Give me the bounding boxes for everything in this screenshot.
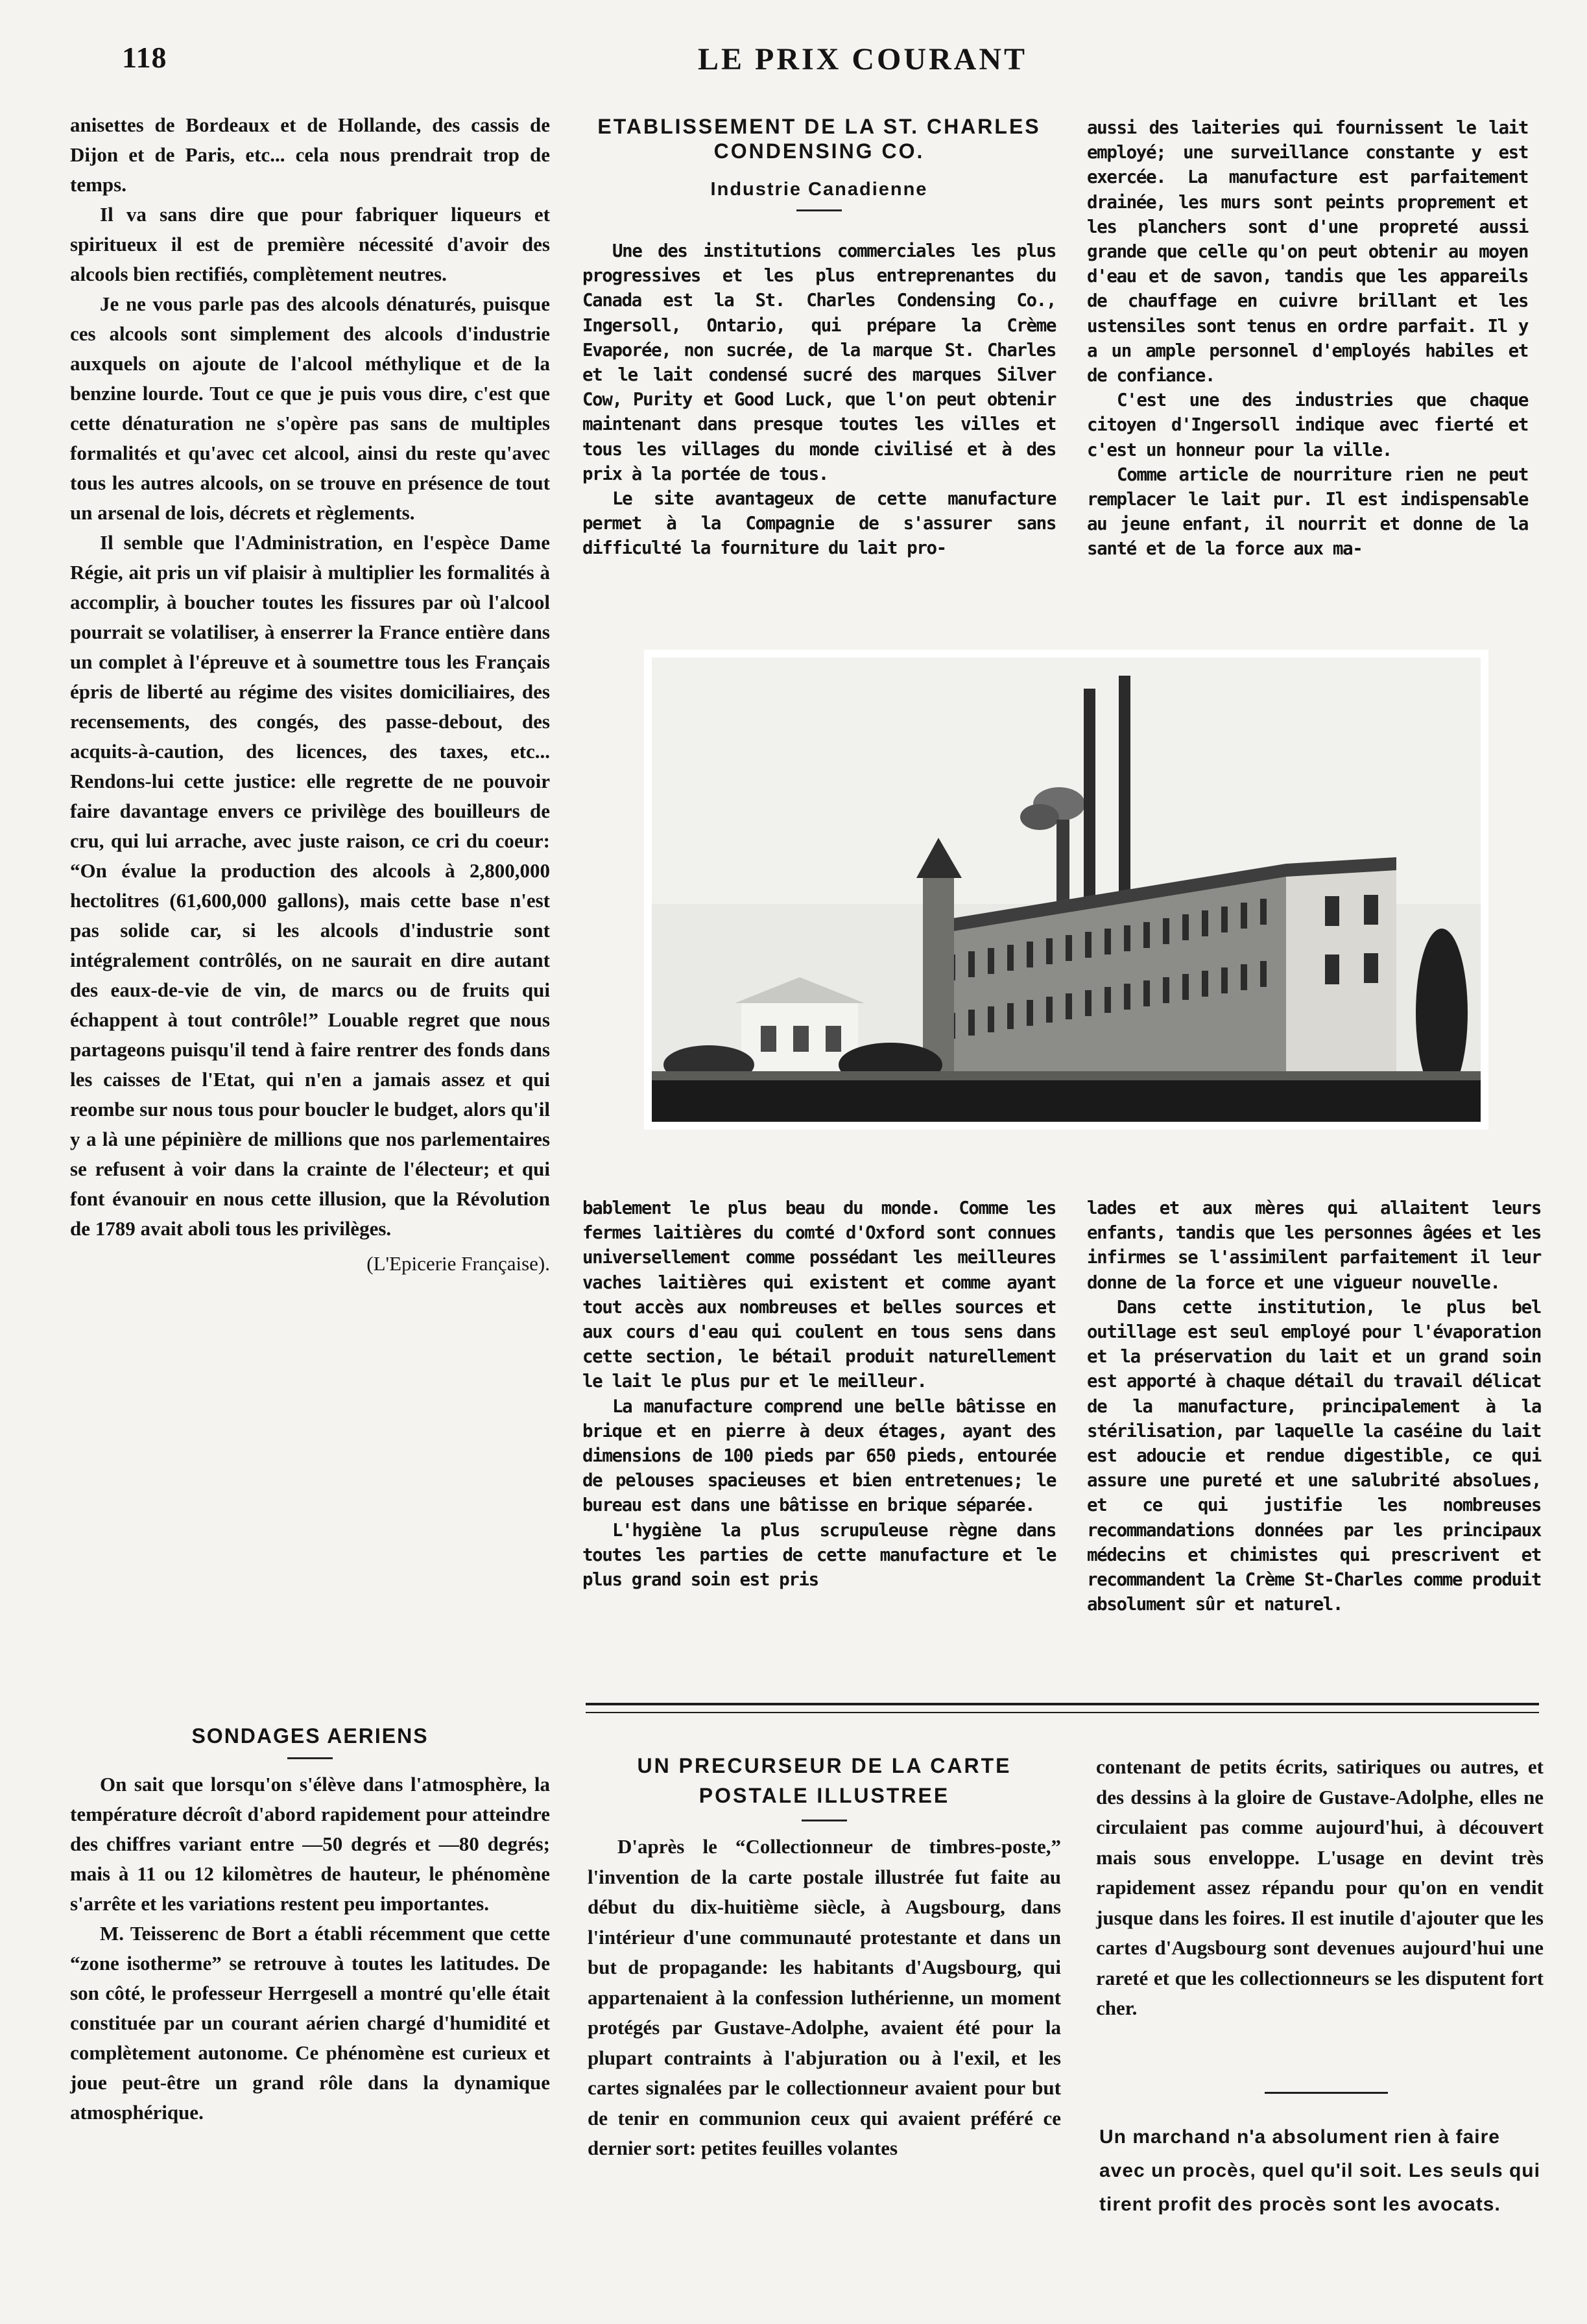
quote-text: Un marchand n'a absolument rien à faire avec un procès, quel qu'il soit. Les seuls qui tirent profit des procès sont les avocats. xyxy=(1099,2126,1540,2215)
st-charles-col3-top xyxy=(1087,115,1528,562)
article-title: ETABLISSEMENT DE LA ST. CHARLES CONDENSING CO. xyxy=(597,115,1041,163)
article-paragraph: Dans cette institution, le plus bel outillage est seul employé pour l'évaporation et la préservation du lait et un grand soin est apporté à chaque détail du travail délicat de la manufacture, principalement à la stérilisation, par laquelle la caséine du lait est adoucie et rendue digestible, ce qui assure une pureté et une salubrité absolues, et ce qui justifie les nombreuses recommandations données par les principaux médecins et chimistes qui prescrivent et recommandent la Crème St-Charles comme produit absolument sûr et naturel. xyxy=(1087,1296,1541,1615)
st-charles-col2-top xyxy=(582,239,1056,561)
article-paragraph: aussi des laiteries qui fournissent le lait employé; une surveillance constante y est exercée. La manufacture est parfaitement drainée, les murs sont peints proprement et les planchers sont d'une propreté aussi grande que celle qu'on peut obtenir au moyen d'eau et de savon, tandis que les appareils de chauffage en cuivre brillant et les ustensiles sont tenus en ordre parfait. Il y a un ample personnel d'employés habiles et de confiance. xyxy=(1087,117,1528,386)
page-number: 118 xyxy=(122,41,167,74)
left-article xyxy=(70,110,550,1279)
article-paragraph: Le site avantageux de cette manufacture permet à la Compagnie de s'assurer sans difficulté la fourniture du lait pro- xyxy=(582,488,1056,559)
sondages-article xyxy=(70,1724,550,2128)
article-paragraph: L'hygiène la plus scrupuleuse règne dans toutes les parties de cette manufacture et le plus grand soin est pris xyxy=(582,1519,1056,1591)
article-attribution: (L'Epicerie Française). xyxy=(366,1252,550,1275)
precurseur-article xyxy=(588,1751,1061,2164)
article-paragraph: Comme article de nourriture rien ne peut remplacer le lait pur. Il est indispensable au jeune enfant, il nourrit et donne de la santé et de la force aux ma- xyxy=(1087,464,1528,560)
article-paragraph: Il semble que l'Administration, en l'espèce Dame Régie, ait pris un vif plaisir à multiplier les formalités à accomplir, à boucher toutes les fissures par où l'alcool pourrait se volatiliser, à enserrer la France entière dans un complet à l'épreuve et à soumettre tous les Français épris de liberté au régime des visites domiciliaires, des recensements, des congés, des passe-debout, des acquits-à-caution, des licences, des taxes, etc... Rendons-lui cette justice: elle regrette de ne pouvoir faire davantage envers ce privilège des bouilleurs de cru, qui lui arrache, avec juste raison, ce cri du coeur: “On évalue la production des alcools à 2,800,000 hectolitres (61,600,000 gallons), mais cette base n'est pas solide car, si les alcools d'industrie sont intégralement contrôlés, on ne saurait en dire autant des eaux-de-vie de vin, de marcs ou de fruits qui échappent à tout contrôle!” Louable regret que nous partageons puisqu'il tend à faire rentrer des fonds dans les caisses de l'Etat, qui n'en a jamais assez et qui reombe sur nous tous pour boucler le budget, alors qu'il y a là une pépinière de millions que nos parlementaires se refusent à voir dans la crainte de l'électeur; et qui font évanouir en nous cette illusion, que la Révolution de 1789 avait aboli tous les privilèges. xyxy=(70,531,550,1240)
st-charles-col2-bottom xyxy=(582,1196,1056,1592)
title-rule xyxy=(802,1820,847,1821)
article-paragraph: On sait que lorsqu'on s'élève dans l'atmosphère, la température décroît d'abord rapidement pour atteindre des chiffres variant entre —50 degrés et —80 degrés; mais à 11 ou 12 kilomètres de hauteur, le phénomène s'arrête et les variations restent peu importantes. xyxy=(70,1773,550,1915)
article-paragraph: D'après le “Collectionneur de timbres-poste,” l'invention de la carte postale illustrée fut faite au début du dix-huitième siècle, à Augsbourg, dans l'intérieur d'une communauté protestante et dans un but de propagande: les habitants d'Augsbourg, qui appartenaient à la confession luthérienne, un moment protégés par Gustave-Adolphe, avaient été pour la plupart contraints à l'abjuration ou à l'exil, et les cartes signalées par le collectionneur avaient pour but de tenir en communion ceux qui avaient préféré ce dernier sort: petites feuilles volantes xyxy=(588,1835,1061,2159)
title-rule xyxy=(796,209,842,211)
precurseur-continued xyxy=(1096,1752,1544,2024)
article-paragraph: anisettes de Bordeaux et de Hollande, des cassis de Dijon et de Paris, etc... cela nous prendrait trop de temps. xyxy=(70,113,550,196)
article-paragraph: La manufacture comprend une belle bâtisse en brique et en pierre à deux étages, ayant des dimensions de 100 pieds par 650 pieds, entourée de pelouses spacieuses et bien entretenues; le bureau est dans une bâtisse en brique séparée. xyxy=(582,1395,1056,1516)
factory-photograph xyxy=(644,650,1488,1130)
article-paragraph: bablement le plus beau du monde. Comme les fermes laitières du comté d'Oxford sont connues universellement comme possédant les meilleures vaches laitières qui existent et comme ayant tout accès aux nombreuses et belles sources et aux cours d'eau qui coulent en tous sens dans cette section, le bétail produit naturellement le lait le plus pur et le meilleur. xyxy=(582,1198,1056,1392)
article-title: UN PRECURSEUR DE LA CARTE POSTALE ILLUSTREE xyxy=(637,1754,1012,1807)
title-rule xyxy=(287,1757,333,1759)
article-paragraph: contenant de petits écrits, satiriques ou autres, et des dessins à la gloire de Gustave-Adolphe, elles ne circulaient pas comme aujourd'hui, à découvert mais sous enveloppe. L'usage en devint très rapidement assez répandu pour qu'on en vendit jusque dans les foires. Il est inutile d'ajouter que les cartes d'Augsbourg sont devenues aujourd'hui une rareté et que les collectionneurs se les disputent fort cher. xyxy=(1096,1755,1544,2019)
section-divider xyxy=(586,1712,1539,1713)
article-subtitle: Industrie Canadienne xyxy=(710,179,928,200)
st-charles-col3-bottom xyxy=(1087,1196,1541,1617)
article-paragraph: lades et aux mères qui allaitent leurs enfants, tandis que les personnes âgées et les infirmes se l'assimilent parfaitement il leur donne de la force et une vigueur nouvelle. xyxy=(1087,1198,1541,1293)
article-paragraph: Il va sans dire que pour fabriquer liqueurs et spiritueux il est de première nécessité d'avoir des alcools bien rectifiés, complètement neutres. xyxy=(70,203,550,285)
article-paragraph: C'est une des industries que chaque citoyen d'Ingersoll indique avec fierté et c'est un honneur pour la ville. xyxy=(1087,390,1528,460)
article-paragraph: Je ne vous parle pas des alcools dénaturés, puisque ces alcools sont simplement des alcools d'industrie auxquels on ajoute de l'alcool méthylique et de la benzine lourde. Tout ce que je puis vous dire, c'est que cette dénaturation ne s'opère pas sans de multiples formalités et qu'avec cet alcool, ainsi du reste qu'avec tous les autres alcools, on se trouve en présence de tout un arsenal de lois, décrets et règlements. xyxy=(70,292,550,524)
factory-illustration xyxy=(644,650,1488,1130)
publication-title: LE PRIX COURANT xyxy=(697,42,1028,77)
section-divider xyxy=(586,1703,1539,1705)
article-paragraph: M. Teisserenc de Bort a établi récemment que cette “zone isotherme” se retrouve à toutes les latitudes. De son côté, le professeur Herrgesell a montré qu'elle était constituée par un courant aérien chargé d'humidité et complètement autonome. Ce phénomène est curieux et joue peut-être un grand rôle dans la dynamique atmosphérique. xyxy=(70,1922,550,2124)
st-charles-header xyxy=(582,114,1056,222)
closing-quote xyxy=(1099,2120,1547,2222)
article-title: SONDAGES AERIENS xyxy=(191,1724,429,1748)
article-paragraph: Une des institutions commerciales les plus progressives et les plus entreprenantes du Canada est la St. Charles Condensing Co., Ingersoll, Ontario, qui prépare la Crème Evaporée, non sucrée, de la marque St. Charles et le lait condensé sucré des marques Silver Cow, Purity et Good Luck, que l'on peut obtenir maintenant dans presque toutes les villes et tous les villages du monde civilisé et à des prix à la portée de tous. xyxy=(582,241,1056,484)
quote-rule xyxy=(1265,2092,1388,2094)
